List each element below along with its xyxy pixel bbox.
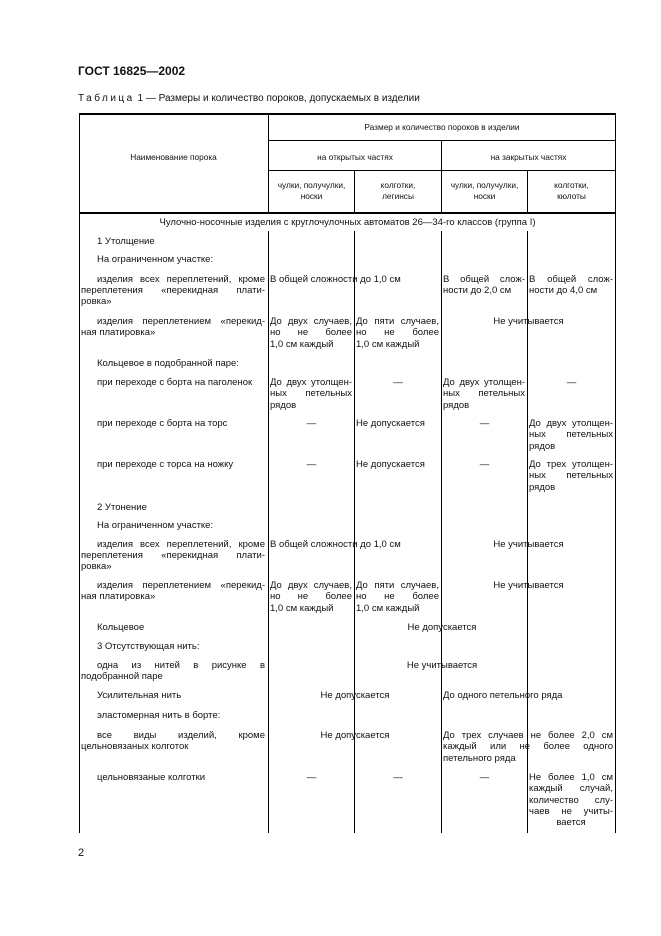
torso-leg-c1: — (306, 459, 317, 470)
torso-leg-c3: — (479, 459, 490, 470)
defects-table (79, 113, 616, 833)
all-types-label-cont: цельновязаных колготок (81, 741, 189, 752)
edge-heel-label: при переходе с борта на паголенок (97, 377, 253, 388)
torso-leg-label: при переходе с торса на ножку (97, 459, 234, 470)
thickening-plating-label-cont: ная платировка» (81, 327, 156, 338)
thickening-all-weaves-open: В общей сложности до 1,0 см (270, 274, 401, 285)
thickening-limited-label: На ограниченном участке: (97, 254, 214, 265)
one-thread-all: Не учитывается (406, 660, 478, 671)
edge-torso-label: при переходе с борта на торс (97, 418, 228, 429)
thickening-plating-closed: Не учитывается (493, 316, 564, 327)
header-col-tights: колготки, легинсы (380, 180, 416, 201)
edge-torso-c2: Не допускается (356, 418, 425, 429)
thinning-limited-label: На ограниченном участке: (97, 520, 214, 531)
edge-heel-c4: — (566, 377, 577, 388)
reinforcing-closed: До одного петельного ряда (443, 690, 563, 701)
thickening-plating-c1: До двух случаев, но не более 1,0 см каждый (270, 316, 352, 350)
header-col-socks: чулки, получулки, носки (277, 180, 346, 201)
thickening-all-weaves-c3: В общей слож- ности до 2,0 см (443, 274, 525, 297)
seamless-c3: — (479, 772, 490, 783)
header-open-parts: на открытых частях (317, 152, 393, 162)
seamless-c2: — (393, 772, 403, 783)
col-line-3-header (441, 140, 442, 213)
col-line-2-body (354, 231, 355, 833)
header-divider-2 (268, 170, 616, 171)
edge-torso-c4: До двух утолщен- ных петельных рядов (529, 418, 613, 452)
thinning-ring-label: Кольцевое (97, 622, 145, 633)
header-defect-name: Наименование порока (130, 152, 217, 162)
thickening-plating-label: изделия переплетением «перекид- (97, 316, 265, 327)
all-types-label: все виды изделий, кроме (97, 730, 265, 741)
torso-leg-c2: Не допускается (356, 459, 425, 470)
thickening-ring-label: Кольцевое в подобранной паре: (97, 358, 239, 369)
thickening-plating-c2: До пяти случаев, но не более 1,0 см каждый (356, 316, 439, 350)
reinforcing-open: Не допускается (320, 690, 390, 701)
thinning-plating-closed: Не учитывается (493, 580, 564, 591)
edge-torso-c1: — (306, 418, 317, 429)
thinning-plating-c1: До двух случаев, но не более 1,0 см каждый (270, 580, 352, 614)
section-thickening-title: 1 Утолщение (97, 236, 155, 247)
thinning-plating-c2: До пяти случаев, но не более 1,0 см каждый (356, 580, 439, 614)
caption-word: Таблица (78, 93, 135, 104)
header-closed-parts: на закрытых частях (490, 152, 567, 162)
edge-torso-c3: — (479, 418, 490, 429)
col-line-1-body (268, 231, 269, 833)
edge-heel-c1: До двух утолщен- ных петельных рядов (270, 377, 352, 411)
one-thread-label-cont: подобранной паре (81, 671, 163, 682)
header-size-qty: Размер и количество пороков в изделии (364, 122, 520, 132)
thinning-ring-all: Не допускается (407, 622, 477, 633)
elastomer-label: эластомерная нить в борте: (97, 710, 221, 721)
thickening-all-weaves-label-cont: переплетения «перекидная плати- ровка» (81, 285, 265, 308)
thinning-plating-label: изделия переплетением «перекид- (97, 580, 265, 591)
table-top-border (79, 113, 616, 115)
edge-heel-c2: — (393, 377, 403, 388)
seamless-c4: Не более 1,0 см каждый случай, количество слу- чаев не учиты- вается (529, 772, 613, 829)
thickening-all-weaves-label: изделия всех переплетений, кроме (97, 274, 265, 285)
seamless-c1: — (306, 772, 317, 783)
thickening-all-weaves-c4: В общей слож- ности до 4,0 см (529, 274, 613, 297)
caption-text: 1 — Размеры и количество пороков, допускаемых в изделии (134, 93, 420, 104)
header-col-socks-closed: чулки, получулки, носки (450, 180, 519, 201)
page-number: 2 (78, 847, 85, 859)
thinning-all-weaves-open: В общей сложности до 1,0 см (270, 539, 401, 550)
edge-heel-c3: До двух утолщен- ных петельных рядов (443, 377, 525, 411)
header-divider-1 (268, 140, 616, 141)
torso-leg-c4: До трех утолщен- ных петельных рядов (529, 459, 613, 493)
thinning-all-weaves-label-cont: переплетения «перекидная плати- ровка» (81, 550, 265, 573)
all-types-open: Не допускается (320, 730, 390, 741)
thinning-all-weaves-label: изделия всех переплетений, кроме (97, 539, 265, 550)
section-thinning-title: 2 Утонение (97, 502, 147, 513)
header-col-tights-closed: колготки, кюлоты (554, 180, 589, 201)
section-missing-title: 3 Отсутствующая нить: (97, 641, 200, 652)
page-header: ГОСТ 16825—2002 (78, 64, 186, 78)
group-title: Чулочно-носочные изделия с круглочулочных автоматов 26—34-го классов (группа I) (159, 217, 536, 228)
table-caption (78, 93, 420, 104)
seamless-label: цельновязаные колготки (97, 772, 206, 783)
reinforcing-label: Усилительная нить (97, 690, 182, 701)
thinning-all-weaves-closed: Не учитывается (493, 539, 564, 550)
thinning-plating-label-cont: ная платировка» (81, 591, 156, 602)
header-bottom-border (79, 212, 616, 214)
all-types-closed: До трех случаев не более 2,0 см каждый или не более одного петельного ряда (443, 730, 613, 764)
one-thread-label: одна из нитей в рисунке в (97, 660, 265, 671)
